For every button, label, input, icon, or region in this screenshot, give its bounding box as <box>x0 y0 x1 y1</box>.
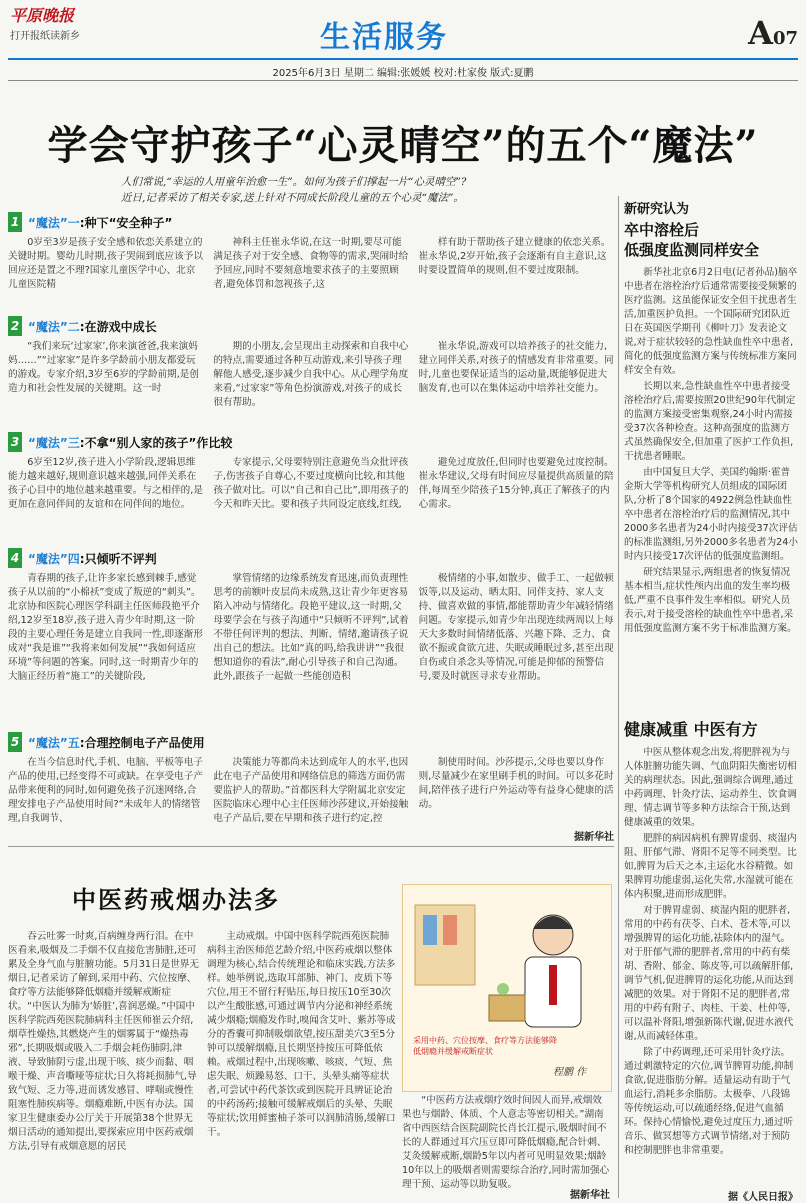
section-divider <box>8 846 614 847</box>
smoking-article <box>8 930 398 1192</box>
page-number <box>748 14 798 52</box>
section-number: 3 <box>8 432 22 452</box>
text-column: 专家提示,父母要特别注意避免当众批评孩子,伤害孩子自尊心,不要过度横向比较,和其他孩子做对比。可以“自己和自己比”,即用孩子的今天和昨天比。要和孩子共同设定底线,红线, <box>213 457 409 510</box>
section-title-text: :在游戏中成长 <box>79 320 157 334</box>
smoking-headline: 中医药戒烟办法多 <box>72 886 280 914</box>
text-column: 6岁至12岁,孩子进入小学阶段,逻辑思维能力越来越好,规则意识越来越强,同伴关系在孩子心目中的地位越来越重要。与之相伴的,是更加在意同伴间的友谊和在同伴间的地位。 <box>8 457 203 510</box>
smoking-continuation: “中医药方法戒烟疗效时间因人而异,戒烟效果也与烟龄、体质、个人意志等密切相关。”湖南省中西医结合医院副院长肖长江提示,吸烟时间不长的人群通过耳穴压豆即可降低烟瘾,配合针刺、艾灸缓解戒断,烟龄5年以内者可见明显效果;烟龄10年以上的吸烟者则需要综合治疗,同时需加强心理干预、运动等以助复吸。 <box>402 1095 610 1190</box>
section-header <box>8 732 614 752</box>
masthead <box>0 0 806 62</box>
section-5 <box>8 732 614 843</box>
paragraph: 肥胖的病因病机有脾胃虚弱、痰湿内阻、肝郁气滞、肾阳不足等不同类型。比如,脾胃为后天之本,主运化水谷精微。如果脾胃功能虚弱,运化失常,水湿就可能在体内积聚,进而形成肥胖。 <box>624 833 797 900</box>
lede <box>100 174 540 206</box>
section-number: 5 <box>8 732 22 752</box>
sidebar-kicker: 新研究认为 <box>624 202 690 217</box>
illustration-signature: 程鹏 作 <box>553 1067 587 1078</box>
section-title-text: :不拿“别人家的孩子”作比较 <box>79 436 233 450</box>
illustration-caption: 采用中药、穴位按摩、食疗等方法能够降低烟瘾并缓解戒断症状 <box>413 1036 557 1056</box>
newspaper-logo[interactable] <box>10 6 90 46</box>
page-num: 07 <box>772 28 798 49</box>
section-header <box>8 316 614 336</box>
section-label: “魔法”四 <box>28 552 80 566</box>
brand-slogan: 打开报纸读新乡 <box>10 31 80 42</box>
section-body <box>8 572 614 740</box>
lede-line: 近日,记者采访了相关专家,送上针对不同成长阶段儿童的五个心灵“魔法”。 <box>121 192 464 204</box>
article-credit: 据新华社 <box>570 1190 610 1201</box>
section-title <box>28 734 205 751</box>
text-column: 主动戒烟。中国中医科学院西苑医院肺病科主治医师范艺龄介绍,中医药戒烟以整体调理为核心,结合传统理论和临床实践,方法多样。她举例说,选取耳部肺、神门、皮质下等穴位,用王不留行籽贴压,每日按压10至30次以产生酸胀感,可通过调节内分泌和神经系统减少烟瘾;烟瘾发作时,嗅闻含艾叶、紫苏等成分的香囊可抑制吸烟欲望,按压甜美穴3至5分钟可以缓解烟瘾,且长期坚持按压可降低依赖。戒烟过程中,出现咳嗽、咳痰、气短、焦虑失眠、烦躁易怒、口干、头晕头痛等症状者,可尝试中药代茶饮或到医院开具辨证论治的中药汤药;接触可缓解戒烟后的头晕、失眠等症状;饮用鲜蜜柚子茶可以润肺清肠,缓解口干。 <box>207 931 396 1138</box>
section-label: “魔法”二 <box>28 320 80 334</box>
section-4 <box>8 548 614 740</box>
text-column: 极情绪的小事,如散步、做手工、一起做顿饭等,以及运动、晒太阳、同伴支持、家人支持、做喜欢做的事情,都能帮助青少年减轻情绪问题。专家提示,如青少年出现连续两周以上每天大多数时间情绪低落、兴趣下降、乏力、食欲不振或食欲亢进、失眠或睡眠过多,甚至出现自伤或自杀念头等情况,可能是抑郁的预警信号,要及时就医寻求专业帮助。 <box>418 573 614 682</box>
section-1 <box>8 212 614 306</box>
section-title-text: :只倾听不评判 <box>79 552 157 566</box>
text-column: 青春期的孩子,让许多家长感到棘手,感觉孩子从以前的“小棉袄”变成了叛逆的“刺头”。北京协和医院心理医学科副主任医师段艳平介绍,12岁至18岁,孩子进入青少年时期,这一阶段的主要心理任务是建立自我同一性,即逐渐形成对“我是谁”“我将来如何发展”“我如何适应环境”等问题的答案。同时,这一时期青少年的大脑正经历着“施工”的关键阶段, <box>8 573 203 682</box>
section-title-text: :合理控制电子产品使用 <box>79 736 205 750</box>
section-body <box>8 340 614 424</box>
section-title <box>28 214 172 231</box>
paragraph: 由中国复旦大学、美国约翰斯·霍普金斯大学等机构研究人员组成的国际团队,分析了8个国家的4922例急性缺血性卒中患者在溶栓治疗后的监测情况,其中2000多名患者为24小时内接受37次评估的标准监测组,另外2000多名患者为24小时内只接受17次评估的低强度监测组。 <box>624 467 798 562</box>
section-header <box>8 548 614 568</box>
section-number: 4 <box>8 548 22 568</box>
text-column: 期的小朋友,会呈现出主动探索和自我中心的特点,需要通过各种互动游戏,来引导孩子理解他人感受,逐步减少自我中心。从心理学角度来看,“过家家”等角色扮演游戏,对孩子的成长很有帮助。 <box>213 341 409 408</box>
text-column: 避免过度放任,但同时也要避免过度控制。崔永华建议,父母有时间应尽量提供高质量的陪伴,每周至少陪孩子15分钟,真正了解孩子的内心需求。 <box>418 457 614 510</box>
sidebar-article-stroke <box>624 200 798 686</box>
illustration <box>402 884 612 1092</box>
doctor-illustration <box>403 885 611 1091</box>
section-title <box>28 550 157 567</box>
paragraph: 长期以来,急性缺血性卒中患者接受溶栓治疗后,需要按照20世纪90年代制定的监测方案接受密集观察,24小时内需接受37次各种检查。这种高强度的监测方式虽然确保安全,但加重了医护工作负担,干扰患者睡眠。 <box>624 381 796 462</box>
sidebar-title: 健康减重 中医有方 <box>624 720 758 739</box>
text-column: 制使用时间。沙莎提示,父母也要以身作则,尽量减少在家里刷手机的时间。可以多花时间,陪伴孩子进行户外运动等有益身心健康的活动。 <box>418 757 614 810</box>
paragraph: 新华社北京6月2日电(记者孙品)脑卒中患者在溶栓治疗后通常需要接受频繁的医疗监测。这虽能保证安全但干扰患者生活,加重医护负担。一个国际研究团队近日在英国医学期刊《柳叶刀》发表论文说,对于症状较轻的急性缺血性卒中患者,简化的低强度监测方案与传统标准方案同样安全有效。 <box>624 267 798 376</box>
sidebar-body <box>624 266 798 686</box>
section-title <box>28 434 232 451</box>
section-label: “魔法”五 <box>28 736 80 750</box>
paragraph: 除了中药调理,还可采用针灸疗法。通过刺激特定的穴位,调节脾胃功能,抑制食欲,促进脂肪分解。适量运动有助于气血运行,消耗多余脂肪。太极拳、八段锦等传统运动,可以疏通经络,促进气血循环。保持心情愉悦,避免过度压力,通过听音乐、做冥想等方式调节情绪,对于预防和控制肥胖也非常重要。 <box>624 1047 794 1156</box>
column-divider <box>618 196 619 1198</box>
text-column: 样有助于帮助孩子建立健康的依恋关系。崔永华说,2岁开始,孩子会逐渐有自主意识,这时要设置简单的规则,但不要过度限制。 <box>418 237 611 276</box>
main-article <box>8 212 614 843</box>
edition-info: 2025年6月3日 星期二 编辑:张媛媛 校对:杜家俊 版式:夏鹏 <box>272 68 534 79</box>
section-header <box>8 212 614 232</box>
lede-line: 人们常说,“幸运的人用童年治愈一生”。如何为孩子们撑起一片“心灵晴空”? <box>121 176 467 188</box>
text-column: 吞云吐雾一时爽,百病缠身两行泪。在中医看来,吸烟及二手烟不仅直接危害肺脏,还可累及全身气血与脏腑功能。5月31日是世界无烟日,记者采访了解到,采用中药、穴位按摩、食疗等方法能够降低烟瘾并缓解戒断症状。“中医认为肺为‘娇脏’,喜润恶燥。”中国中医科学院西苑医院肺病科主任医师崔云介绍,烟草性燥热,其燃烧产生的烟雾属于“燥热毒邪”,长期吸烟或吸入二手烟会耗伤肺阴,津液、导致肺阴亏虚,出现干咳、痰少而黏、咽喉干燥、声音嘶哑等症状;日久将耗损肺气,导致气短、乏力等,进而诱发感冒、哮喘或慢性阻塞性肺疾病等。烟瘾难断,中医有办法。国家卫生健康委办公厅关于开展第38个世界无烟日活动的通知提出,要探索应用中医药戒烟方法,引导有戒烟意愿的居民 <box>8 931 199 1152</box>
section-number: 2 <box>8 316 22 336</box>
info-rule <box>8 80 798 81</box>
page-letter: A <box>748 14 773 52</box>
text-column: 决策能力等都尚未达到成年人的水平,也因此在电子产品使用和网络信息的筛选方面仍需要监护人的帮助。”首都医科大学附属北京安定医院临床心理中心主任医师沙莎建议,开始接触电子产品后,要在早期和孩子进行约定,控 <box>213 757 409 824</box>
section-number: 1 <box>8 212 22 232</box>
section-body <box>8 456 614 540</box>
paragraph: 中医从整体观念出发,将肥胖视为与人体脏腑功能失调、气血阴阳失衡密切相关的病理状态。因此,强调综合调理,通过中药调理、针灸疗法、运动养生、饮食调理、情志调节等多种方法综合干预,达到健康减重的效果。 <box>624 747 797 828</box>
section-3 <box>8 432 614 540</box>
paragraph: 研究结果显示,两组患者的恢复情况基本相当,症状性颅内出血的发生率均极低,严重不良事件发生率相似。研究人员表示,对于接受溶栓的缺血性卒中患者,采用低强度监测方案不劣于标准监测方案。 <box>624 567 797 634</box>
section-body <box>8 756 614 826</box>
paragraph: 对于脾胃虚弱、痰湿内阻的肥胖者,常用的中药有茯苓、白术、苍术等,可以增强脾胃的运化功能,祛除体内的湿气。对于肝郁气滞的肥胖者,常用的中药有柴胡、香附、郁金、陈皮等,可以疏解肝郁,调节气机,促进脾胃的运化功能,从而达到减肥的效果。对于肾阳不足的肥胖者,常用的中药有附子、肉桂、干姜、杜仲等,可以温补肾阳,增强新陈代谢,促进水液代谢,从而减轻体重。 <box>624 905 794 1042</box>
article-credit: 据《人民日报》 <box>728 1192 798 1203</box>
text-column: “我们来玩‘过家家’,你来演爸爸,我来演妈妈……”“过家家”是许多学龄前小朋友都爱玩的游戏。专家介绍,3岁至6岁的学龄前期,是创造力和社会性发展的关键期。这一时 <box>8 341 199 394</box>
article-credit: 据新华社 <box>574 832 614 843</box>
section-label: “魔法”三 <box>28 436 80 450</box>
section-title: 生活服务 <box>320 20 448 55</box>
sidebar-title: 低强度监测同样安全 <box>624 241 760 259</box>
main-headline: 学会守护孩子“心灵晴空”的五个“魔法” <box>47 122 759 169</box>
top-rule <box>8 58 798 60</box>
sidebar-body <box>624 746 798 1186</box>
section-2 <box>8 316 614 424</box>
text-column: 崔永华说,游戏可以培养孩子的社交能力,建立同伴关系,对孩子的情感发育非常重要。同时,儿童也要保证适当的运动量,既能够促进大脑发育,也可以在集体运动中培养社交能力。 <box>418 341 614 394</box>
sidebar-article-weight <box>624 720 798 1203</box>
text-column: 0岁至3岁是孩子安全感和依恋关系建立的关键时期。婴幼儿时期,孩子哭闹到底应该予以回应还是置之不理?国家儿童医学中心、北京儿童医院精 <box>8 237 203 290</box>
section-label: “魔法”一 <box>28 216 80 230</box>
text-column: 神科主任崔永华说,在这一时期,要尽可能满足孩子对于安全感、食物等的需求,哭闹时给予回应,同时不要刻意地要求孩子的主要照顾者,避免体罚和忽视孩子,这 <box>213 237 409 290</box>
text-column: 掌管情绪的边缘系统发育迅速,而负责理性思考的前额叶皮层尚未成熟,这让青少年更容易陷入冲动与情绪化。段艳平建议,这一时期,父母要学会在与孩子沟通中“只倾听不评判”,试着不带任何评判的想法、判断、情绪,邀请孩子说出自己的想法。比如“真的吗,给我讲讲”“我很想知道你的看法”,耐心引导孩子和自己沟通。此外,跟孩子一起做一些能创造积 <box>213 573 409 682</box>
section-title <box>28 318 157 335</box>
section-title-text: :种下“安全种子” <box>79 216 173 230</box>
text-column: 在当今信息时代,手机、电脑、平板等电子产品的使用,已经变得不可或缺。在享受电子产品带来便利的同时,如何避免孩子沉迷网络,合理安排电子产品使用时间?“未成年人的情绪管理,自我调节、 <box>8 757 203 824</box>
section-header <box>8 432 614 452</box>
sidebar-title: 卒中溶栓后 <box>624 221 700 239</box>
brand-name: 平原晚报 <box>10 6 75 25</box>
section-body <box>8 236 614 306</box>
